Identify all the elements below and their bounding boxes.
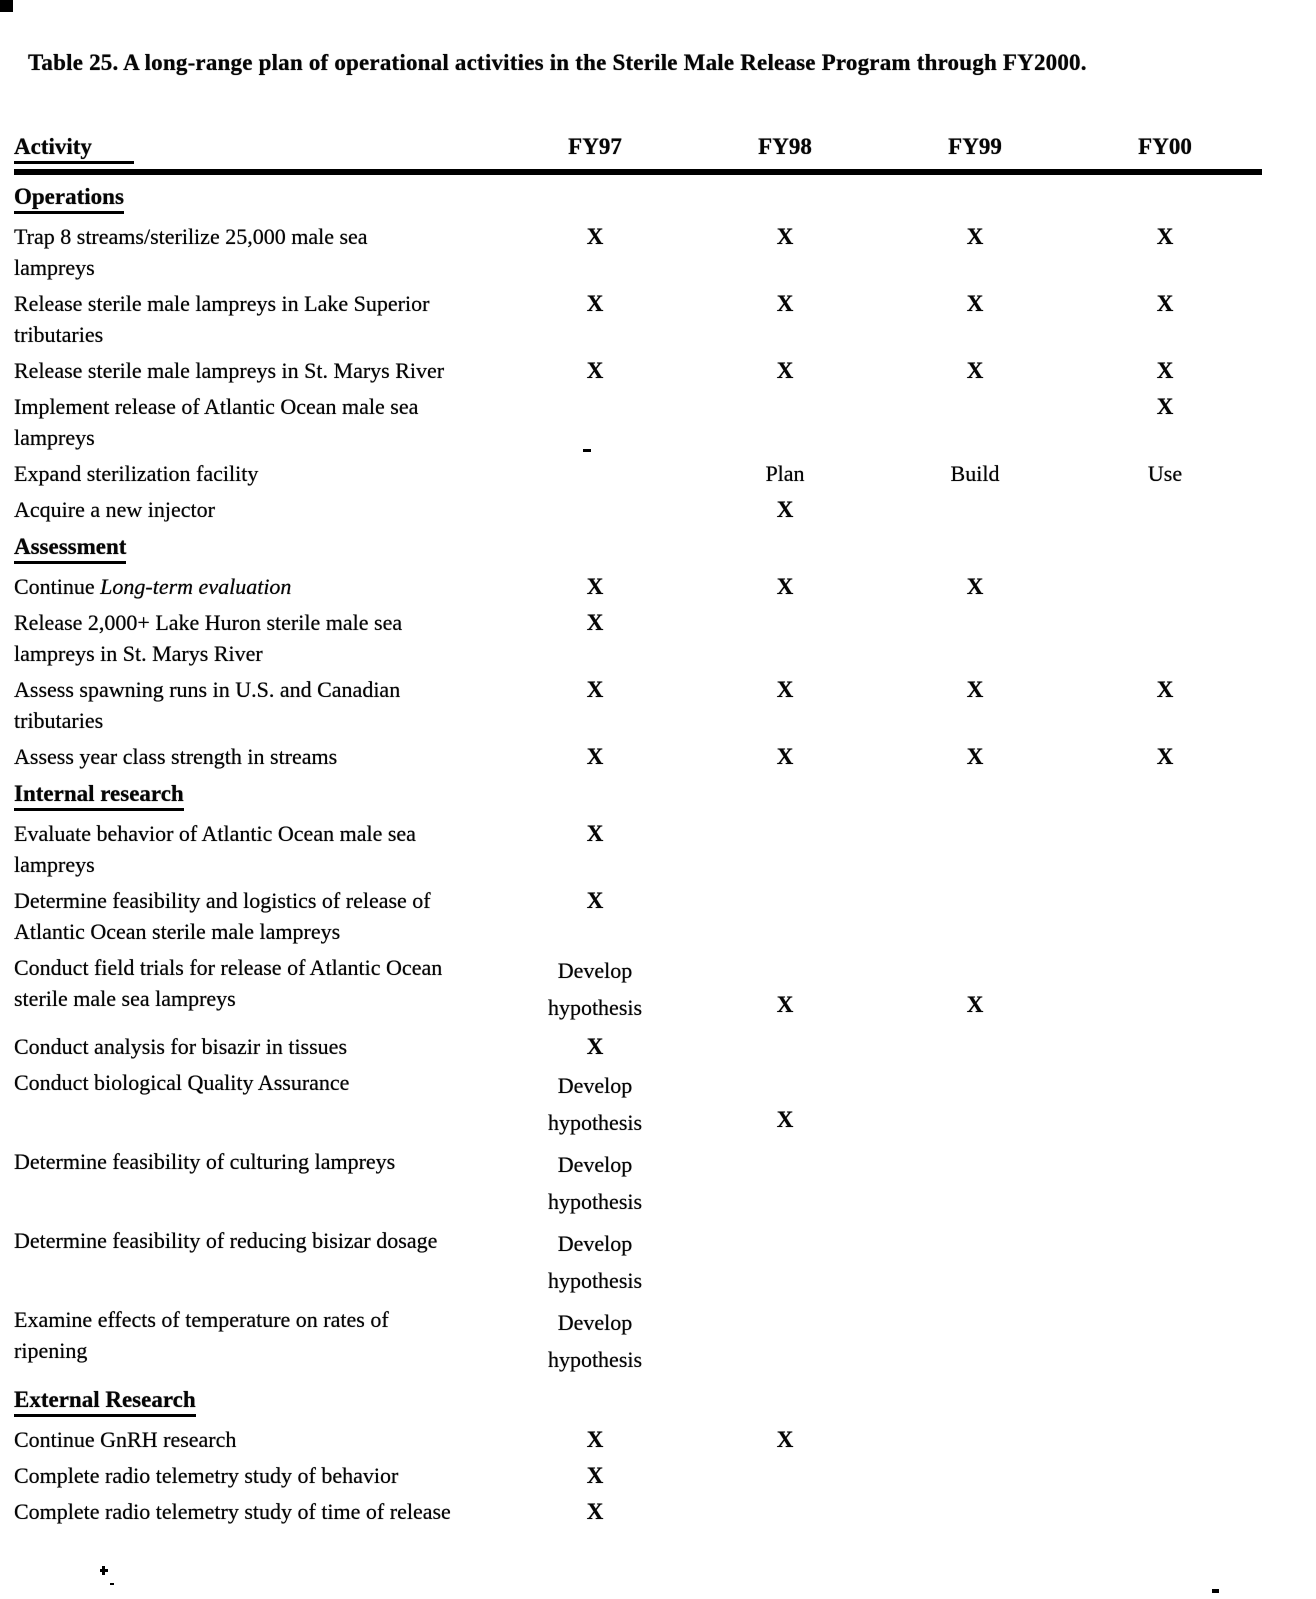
year-cell: X <box>966 677 984 702</box>
activity-cell: Complete radio telemetry study of behavior <box>14 1463 399 1488</box>
activities-table <box>14 134 1262 1532</box>
year-cell: X <box>1156 291 1174 316</box>
activity-cell: Acquire a new injector <box>14 497 215 522</box>
year-cell: X <box>776 358 794 383</box>
table-row <box>14 818 1262 880</box>
activity-cell: Assess spawning runs in U.S. and Canadian tributaries <box>14 677 401 733</box>
activity-cell: Conduct biological Quality Assurance <box>14 1070 350 1095</box>
year-cell: X <box>586 677 604 702</box>
scan-artifact <box>1212 1589 1219 1593</box>
table-row <box>14 607 1262 669</box>
year-cell: X <box>586 574 604 599</box>
section-heading: Operations <box>14 184 1262 214</box>
activity-cell: Determine feasibility of culturing lampreys <box>14 1149 396 1174</box>
year-cell: Develop hypothesis <box>547 1152 643 1214</box>
table-row <box>14 1424 1262 1455</box>
activity-cell: Continue Long-term evaluation <box>14 574 292 599</box>
scan-artifact <box>110 1583 114 1585</box>
year-cell: X <box>1156 744 1174 769</box>
activity-cell: Implement release of Atlantic Ocean male sea lampreys <box>14 394 419 450</box>
scan-artifact <box>0 0 13 12</box>
table-section <box>14 781 1262 1378</box>
year-cell: X <box>776 1107 794 1132</box>
table-row <box>14 458 1262 489</box>
year-cell: X <box>586 821 604 846</box>
column-header-activity: Activity <box>14 134 500 164</box>
year-cell: Develop hypothesis <box>547 1231 643 1293</box>
activity-cell: Examine effects of temperature on rates of ripening <box>14 1307 389 1363</box>
table-row <box>14 1460 1262 1491</box>
table-row <box>14 741 1262 772</box>
year-cell: X <box>776 1427 794 1452</box>
activity-cell: Conduct field trials for release of Atlantic Ocean sterile male sea lampreys <box>14 955 443 1011</box>
table-row <box>14 1225 1262 1299</box>
year-cell: Plan <box>765 461 805 486</box>
section-heading: External Research <box>14 1387 1262 1417</box>
year-cell: X <box>1156 394 1174 419</box>
year-cell: X <box>776 224 794 249</box>
table-row <box>14 1031 1262 1062</box>
table-row <box>14 674 1262 736</box>
table-section <box>14 184 1262 525</box>
year-cell: X <box>586 358 604 383</box>
year-cell: X <box>776 497 794 522</box>
year-cell: X <box>966 358 984 383</box>
table-row <box>14 1146 1262 1220</box>
table-row <box>14 355 1262 386</box>
table-row <box>14 1304 1262 1378</box>
year-cell: X <box>586 744 604 769</box>
year-cell: X <box>776 574 794 599</box>
year-cell: X <box>1156 224 1174 249</box>
year-cell: Develop hypothesis <box>547 958 643 1020</box>
year-cell: X <box>776 291 794 316</box>
table-row <box>14 952 1262 1026</box>
activity-cell: Assess year class strength in streams <box>14 744 338 769</box>
activity-cell: Determine feasibility and logistics of release of Atlantic Ocean sterile male lampreys <box>14 888 431 944</box>
table-row <box>14 885 1262 947</box>
column-header-fy00: FY00 <box>1138 134 1192 159</box>
table-row <box>14 221 1262 283</box>
year-cell: X <box>776 744 794 769</box>
column-header-fy98: FY98 <box>758 134 812 159</box>
activity-cell: Conduct analysis for bisazir in tissues <box>14 1034 348 1059</box>
activity-cell: Complete radio telemetry study of time of release <box>14 1499 451 1524</box>
year-cell: X <box>586 1463 604 1488</box>
year-cell: Build <box>950 461 1000 486</box>
table-row <box>14 571 1262 602</box>
activity-cell: Trap 8 streams/sterilize 25,000 male sea lampreys <box>14 224 368 280</box>
table-row <box>14 1067 1262 1141</box>
year-cell: X <box>586 1427 604 1452</box>
year-cell: X <box>966 574 984 599</box>
table-header-row <box>14 134 1262 175</box>
year-cell: X <box>586 610 604 635</box>
section-heading: Internal research <box>14 781 1262 811</box>
table-sections <box>14 184 1262 1527</box>
year-cell: Develop hypothesis <box>547 1310 643 1372</box>
section-heading: Assessment <box>14 534 1262 564</box>
table-section <box>14 1387 1262 1527</box>
activity-cell: Evaluate behavior of Atlantic Ocean male sea lampreys <box>14 821 416 877</box>
year-cell: X <box>966 291 984 316</box>
scan-artifact <box>583 449 591 452</box>
year-cell: X <box>776 992 794 1017</box>
table-title: Table 25. A long-range plan of operational activities in the Sterile Male Release Program through FY2000. <box>28 50 1087 75</box>
table-row <box>14 1496 1262 1527</box>
year-cell: X <box>1156 677 1174 702</box>
year-cell: X <box>966 744 984 769</box>
scan-artifact <box>100 1569 108 1572</box>
column-header-fy97: FY97 <box>568 134 622 159</box>
table-row <box>14 494 1262 525</box>
year-cell: X <box>966 992 984 1017</box>
activity-cell: Release sterile male lampreys in Lake Superior tributaries <box>14 291 430 347</box>
table-section <box>14 534 1262 772</box>
year-cell: X <box>776 677 794 702</box>
table-row <box>14 288 1262 350</box>
year-cell: X <box>586 291 604 316</box>
activity-cell: Continue GnRH research <box>14 1427 237 1452</box>
year-cell: X <box>586 888 604 913</box>
column-header-fy99: FY99 <box>948 134 1002 159</box>
year-cell: Develop hypothesis <box>547 1073 643 1135</box>
year-cell: X <box>586 224 604 249</box>
year-cell: X <box>586 1499 604 1524</box>
year-cell: Use <box>1147 461 1183 486</box>
activity-cell: Release sterile male lampreys in St. Marys River <box>14 358 445 383</box>
activity-cell: Expand sterilization facility <box>14 461 259 486</box>
activity-cell: Determine feasibility of reducing bisizar dosage <box>14 1228 438 1253</box>
year-cell: X <box>586 1034 604 1059</box>
activity-cell: Release 2,000+ Lake Huron sterile male sea lampreys in St. Marys River <box>14 610 403 666</box>
year-cell: X <box>1156 358 1174 383</box>
year-cell: X <box>966 224 984 249</box>
table-row <box>14 391 1262 453</box>
